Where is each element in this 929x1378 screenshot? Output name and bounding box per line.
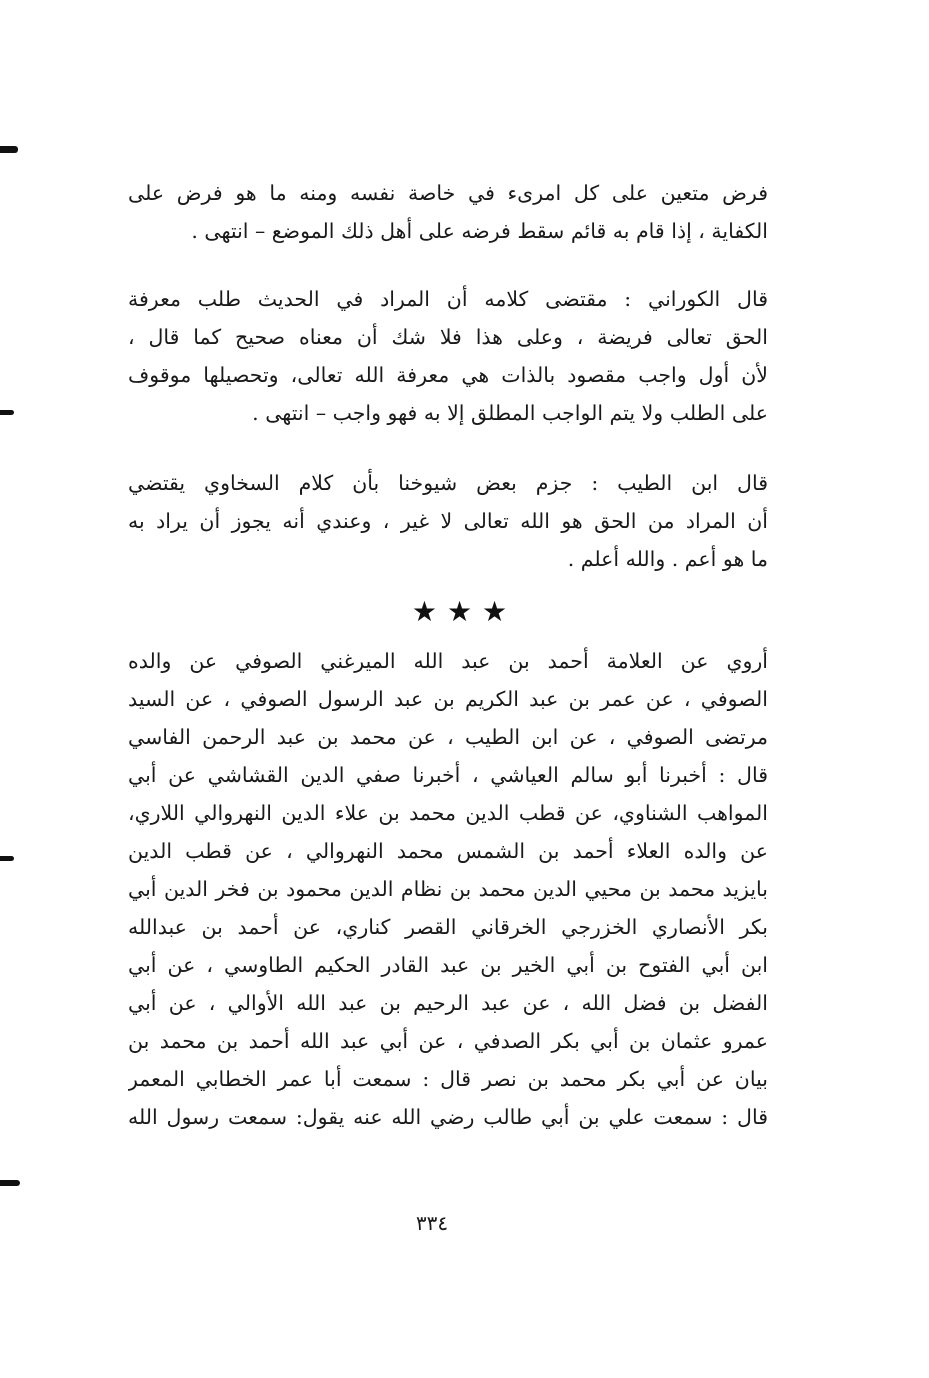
text-line: قال الكوراني : مقتضى كلامه أن المراد في الحديث طلب معرفة	[128, 287, 768, 311]
text-line: الحق تعالى فريضة ، وعلى هذا فلا شك أن معناه صحيح كما قال ،	[128, 325, 768, 349]
page-edge-mark	[0, 1180, 20, 1186]
text-line: لأن أول واجب مقصود بالذات هي معرفة الله تعالى، وتحصيلها موقوف	[128, 363, 768, 387]
paragraph-3	[128, 464, 768, 578]
text-line: بيان عن أبي بكر محمد بن نصر قال : سمعت أبا عمر الخطابي المعمر	[128, 1067, 768, 1091]
text-line: ما هو أعم . والله أعلم .	[567, 547, 768, 571]
text-line: فرض متعين على كل امرىء في خاصة نفسه ومنه ما هو فرض على	[128, 181, 768, 205]
page-edge-mark	[0, 146, 18, 153]
text-line: الفضل بن فضل الله ، عن عبد الرحيم بن عبد الله الأوالي ، عن أبي	[128, 991, 768, 1015]
text-line: الصوفي ، عن عمر بن عبد الكريم بن عبد الرسول الصوفي ، عن السيد	[128, 687, 768, 711]
text-line: قال : أخبرنا أبو سالم العياشي ، أخبرنا صفي الدين القشاشي عن أبي	[128, 763, 768, 787]
section-separator-stars: ★★★	[411, 595, 518, 628]
text-line: بايزيد محمد بن محيي الدين محمد بن نظام الدين محمود بن فخر الدين أبي	[128, 877, 768, 901]
text-line: على الطلب ولا يتم الواجب المطلق إلا به فهو واجب – انتهى .	[252, 401, 768, 425]
text-line: قال ابن الطيب : جزم بعض شيوخنا بأن كلام السخاوي يقتضي	[128, 471, 768, 495]
text-line: ابن أبي الفتوح بن أبي الخير بن عبد القادر الحكيم الطاوسي ، عن أبي	[128, 953, 768, 977]
paragraph-1	[128, 174, 768, 250]
text-line: الكفاية ، إذا قام به قائم سقط فرضه على أهل ذلك الموضع – انتهى .	[191, 219, 768, 243]
page-edge-mark	[0, 410, 14, 415]
text-line: قال : سمعت علي بن أبي طالب رضي الله عنه يقول: سمعت رسول الله	[128, 1105, 768, 1129]
text-line: أروي عن العلامة أحمد بن عبد الله الميرغني الصوفي عن والده	[128, 649, 768, 673]
paragraph-4-isnad	[128, 642, 768, 1136]
text-line: عن والده العلاء أحمد بن الشمس محمد النهروالي ، عن قطب الدين	[128, 839, 768, 863]
text-line: عمرو عثمان بن أبي بكر الصدفي ، عن أبي عبد الله أحمد بن محمد بن	[128, 1029, 768, 1053]
paragraph-2	[128, 280, 768, 432]
page-edge-mark	[0, 856, 14, 861]
text-line: مرتضى الصوفي ، عن ابن الطيب ، عن محمد بن عبد الرحمن الفاسي	[128, 725, 768, 749]
text-line: بكر الأنصاري الخزرجي الخرقاني القصر كناري، عن أحمد بن عبدالله	[128, 915, 768, 939]
text-line: أن المراد من الحق هو الله تعالى لا غير ، وعندي أنه يجوز أن يراد به	[128, 509, 768, 533]
text-line: المواهب الشناوي، عن قطب الدين محمد بن علاء الدين النهروالي اللاري،	[128, 801, 768, 825]
page-number: ٣٣٤	[415, 1211, 449, 1235]
